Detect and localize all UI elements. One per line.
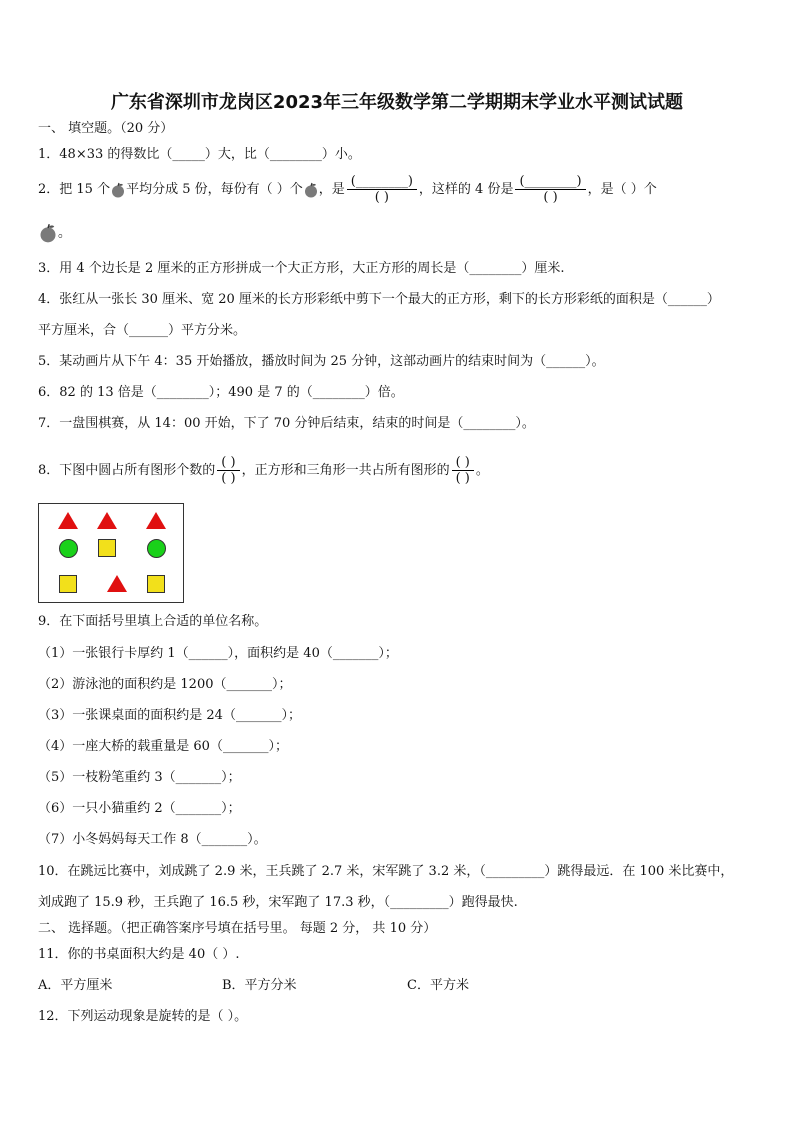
- q9-item: （3）一张课桌面的面积约是 24（_______）；: [38, 708, 301, 723]
- yellow-square: [59, 575, 77, 593]
- green-circle: [147, 539, 166, 558]
- question-7: 7．一盘围棋赛，从 14：00 开始，下了 70 分钟后结束，结束的时间是（________）。: [38, 416, 535, 431]
- question-8: [38, 455, 489, 486]
- q9-item: （7）小冬妈妈每天工作 8（_______）。: [38, 832, 267, 847]
- q9-item: （5）一枝粉笔重约 3（_______）；: [38, 770, 241, 785]
- q2-text-d: ，这样的 4 份是: [418, 182, 514, 197]
- green-circle: [59, 539, 78, 558]
- red-triangle: [58, 512, 78, 529]
- apple-icon: [38, 223, 58, 243]
- q2-text-e: ，是（ ）个: [587, 182, 657, 197]
- apple-icon: [110, 182, 126, 198]
- q9-item: （4）一座大桥的载重量是 60（_______）；: [38, 739, 288, 754]
- q2-text-c: ，是: [318, 182, 345, 197]
- q9-item: （6）一只小猫重约 2（_______）；: [38, 801, 241, 816]
- question-11: 11．你的书桌面积大约是 40（ ）.: [38, 947, 240, 962]
- question-4: 4．张红从一张长 30 厘米、宽 20 厘米的长方形彩纸中剪下一个最大的正方形，剩下的长方形彩纸的面积是（______）: [38, 292, 720, 307]
- q8-text-a: 8．下图中圆占所有图形个数的: [38, 463, 216, 478]
- q2-text-a: 2．把 15 个: [38, 182, 111, 197]
- option-b: B．平方分米: [222, 978, 297, 993]
- q8-text-b: ，正方形和三角形一共占所有图形的: [241, 463, 450, 478]
- question-2: [38, 174, 657, 205]
- fraction-blank[interactable]: $\frac{( )}{( )}$: [217, 455, 239, 486]
- q9-item: （2）游泳池的面积约是 1200（_______）；: [38, 677, 292, 692]
- yellow-square: [98, 539, 116, 557]
- fraction-blank[interactable]: $\frac{( )}{( )}$: [452, 455, 474, 486]
- fraction-blank[interactable]: $\frac{(\_\_\_\_\_\_\_\_)}{( )}$: [347, 174, 417, 205]
- question-12: 12．下列运动现象是旋转的是（ ）。: [38, 1009, 248, 1024]
- question-2-continued: [38, 223, 71, 243]
- q8-text-c: 。: [475, 463, 489, 478]
- shapes-figure: [38, 503, 184, 603]
- section-heading-multiple-choice: 二、 选择题。（把正确答案序号填在括号里。 每题 2 分， 共 10 分）: [38, 921, 437, 936]
- option-a: A．平方厘米: [38, 978, 113, 993]
- question-9: 9．在下面括号里填上合适的单位名称。: [38, 614, 268, 629]
- fraction-blank[interactable]: $\frac{(\_\_\_\_\_\_\_\_)}{( )}$: [515, 174, 585, 205]
- question-6: 6．82 的 13 倍是（________）；490 是 7 的（________）倍。: [38, 385, 404, 400]
- q2-text-b: 平均分成 5 份，每份有（ ）个: [126, 182, 303, 197]
- page-title: 广东省深圳市龙岗区2023年三年级数学第二学期期末学业水平测试试题: [110, 92, 684, 113]
- question-10: 10．在跳远比赛中，刘成跳了 2.9 米，王兵跳了 2.7 米，宋军跳了 3.2 米，（_________）跳得最远．在 100 米比赛中，: [38, 864, 734, 879]
- red-triangle: [97, 512, 117, 529]
- question-10-continued: 刘成跑了 15.9 秒，王兵跑了 16.5 秒，宋军跑了 17.3 秒，（_________）跑得最快.: [38, 895, 518, 910]
- question-3: 3．用 4 个边长是 2 厘米的正方形拼成一个大正方形，大正方形的周长是（________）厘米.: [38, 261, 565, 276]
- yellow-square: [147, 575, 165, 593]
- option-c: C．平方米: [407, 978, 469, 993]
- red-triangle: [146, 512, 166, 529]
- section-heading-fill-blank: 一、 填空题。（20 分）: [38, 121, 174, 136]
- q9-item: （1）一张银行卡厚约 1（______），面积约是 40（_______）；: [38, 646, 398, 661]
- q2-text-f: 。: [58, 225, 72, 241]
- question-1: 1．48×33 的得数比（_____）大，比（________）小。: [38, 147, 361, 162]
- question-5: 5．某动画片从下午 4：35 开始播放，播放时间为 25 分钟，这部动画片的结束时间为（______）。: [38, 354, 605, 369]
- apple-icon: [303, 182, 319, 198]
- red-triangle: [107, 575, 127, 592]
- question-4-continued: 平方厘米，合（______）平方分米。: [38, 323, 247, 338]
